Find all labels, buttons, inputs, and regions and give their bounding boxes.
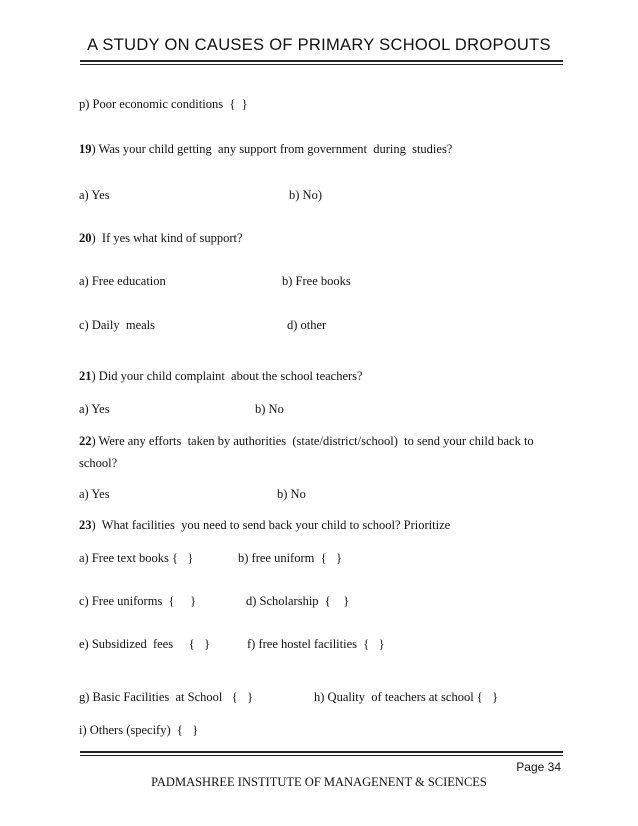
q22-option-b: b) No: [277, 487, 306, 501]
q19-option-b: b) No): [289, 188, 322, 202]
q23-option-h: h) Quality of teachers at school { }: [314, 690, 499, 704]
question-20: [79, 231, 243, 246]
q20-option-b: b) Free books: [282, 274, 351, 288]
page-header-title: A STUDY ON CAUSES OF PRIMARY SCHOOL DROPOUTS: [87, 36, 551, 54]
question-22: [79, 434, 534, 449]
q20-option-c: c) Daily meals: [79, 318, 156, 332]
page-number: Page 34: [516, 760, 561, 774]
q23-option-c: c) Free uniforms { }: [79, 594, 197, 608]
question-19-number: 19: [79, 142, 92, 156]
q20-option-d: d) other: [287, 318, 327, 332]
option-p: p) Poor economic conditions { }: [79, 97, 248, 111]
q19-option-a: a) Yes: [79, 188, 110, 202]
header-rule: [80, 60, 563, 62]
q23-option-f: f) free hostel facilities { }: [247, 637, 385, 651]
question-20-number: 20: [79, 231, 92, 245]
question-23: [79, 518, 450, 533]
q20-option-a: a) Free education: [79, 274, 166, 288]
question-21: [79, 369, 363, 384]
q21-option-b: b) No: [255, 402, 284, 416]
question-21-number: 21: [79, 369, 92, 383]
q21-option-a: a) Yes: [79, 402, 110, 416]
question-19-text: ) Was your child getting any support from government during studies?: [91, 142, 453, 156]
footer-rule-thin: [80, 755, 563, 756]
q23-option-e: e) Subsidized fees { }: [79, 637, 211, 651]
question-22-continued: school?: [79, 456, 118, 470]
header-rule-thin: [80, 64, 563, 65]
q23-option-d: d) Scholarship { }: [246, 594, 350, 608]
question-22-number: 22: [79, 434, 92, 448]
question-20-text: ) If yes what kind of support?: [91, 231, 243, 245]
q23-option-b: b) free uniform { }: [238, 551, 342, 565]
q23-option-i: i) Others (specify) { }: [79, 723, 199, 737]
footer-rule: [80, 751, 563, 753]
question-19: [79, 142, 452, 157]
question-22-text: ) Were any efforts taken by authorities (state/district/school) to send your child back to: [91, 434, 534, 448]
q23-option-a: a) Free text books { }: [79, 551, 194, 565]
question-21-text: ) Did your child complaint about the school teachers?: [91, 369, 363, 383]
question-23-number: 23: [79, 518, 92, 532]
question-23-text: ) What facilities you need to send back your child to school? Prioritize: [91, 518, 451, 532]
q23-option-g: g) Basic Facilities at School { }: [79, 690, 254, 704]
footer-institute: PADMASHREE INSTITUTE OF MANAGENENT & SCIENCES: [151, 775, 487, 789]
q22-option-a: a) Yes: [79, 487, 110, 501]
